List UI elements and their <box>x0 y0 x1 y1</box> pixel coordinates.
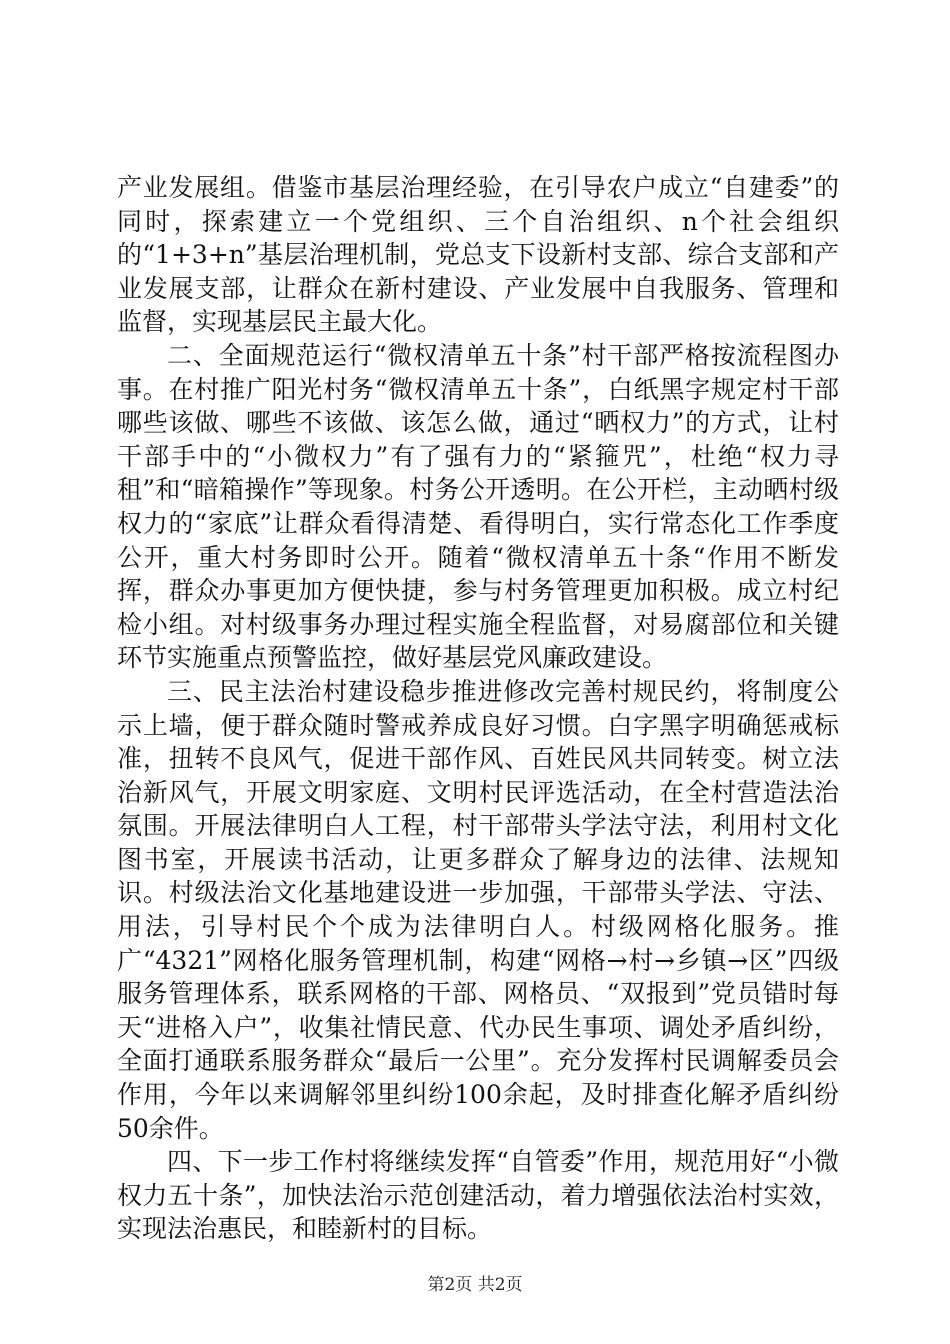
paragraph-section-four: 四、下一步工作村将继续发挥“自管委”作用，规范用好“小微权力五十条”，加快法治示范创建活动，着力增强依法治村实效，实现法治惠民，和睦新村的目标。 <box>117 1147 839 1244</box>
document-body <box>117 171 839 1246</box>
paragraph-continuation: 产业发展组。借鉴市基层治理经验，在引导农户成立“自建委”的同时，探索建立一个党组织、三个自治组织、n个社会组织的“1+3+n”基层治理机制，党总支下设新村支部、综合支部和产业发展支部，让群众在新村建设、产业发展中自我服务、管理和监督，实现基层民主最大化。 <box>117 173 839 337</box>
paragraph-section-two: 二、全面规范运行“微权清单五十条”村干部严格按流程图办事。在村推广阳光村务“微权清单五十条”，白纸黑字规定村干部哪些该做、哪些不该做、该怎么做，通过“晒权力”的方式，让村干部手中的“小微权力”有了强有力的“紧箍咒”，杜绝“权力寻租”和“暗箱操作”等现象。村务公开透明。在公开栏，主动晒村级权力的“家底”让群众看得清楚、看得明白，实行常态化工作季度公开，重大村务即时公开。随着“微权清单五十条“作用不断发挥，群众办事更加方便快捷，参与村务管理更加积极。成立村纪检小组。对村级事务办理过程实施全程监督，对易腐部位和关键环节实施重点预警监控，做好基层党风廉政建设。 <box>117 340 839 673</box>
page-number-footer: 第2页 共2页 <box>427 1275 523 1295</box>
paragraph-section-three: 三、民主法治村建设稳步推进修改完善村规民约，将制度公示上墙，便于群众随时警戒养成良好习惯。白字黑字明确惩戒标准，扭转不良风气，促进干部作风、百姓民风共同转变。树立法治新风气，开展文明家庭、文明村民评选活动，在全村营造法治氛围。开展法律明白人工程，村干部带头学法守法，利用村文化图书室，开展读书活动，让更多群众了解身边的法律、法规知识。村级法治文化基地建设进一步加强，干部带头学法、守法、用法，引导村民个个成为法律明白人。村级网格化服务。推广“4321”网格化服务管理机制，构建“网格→村→乡镇→区”四级服务管理体系，联系网格的干部、网格员、“双报到”党员错时每天“进格入户”，收集社情民意、代办民生事项、调处矛盾纠纷，全面打通联系服务群众“最后一公里”。充分发挥村民调解委员会作用，今年以来调解邻里纠纷100余起，及时排查化解矛盾纠纷50余件。 <box>117 676 839 1143</box>
